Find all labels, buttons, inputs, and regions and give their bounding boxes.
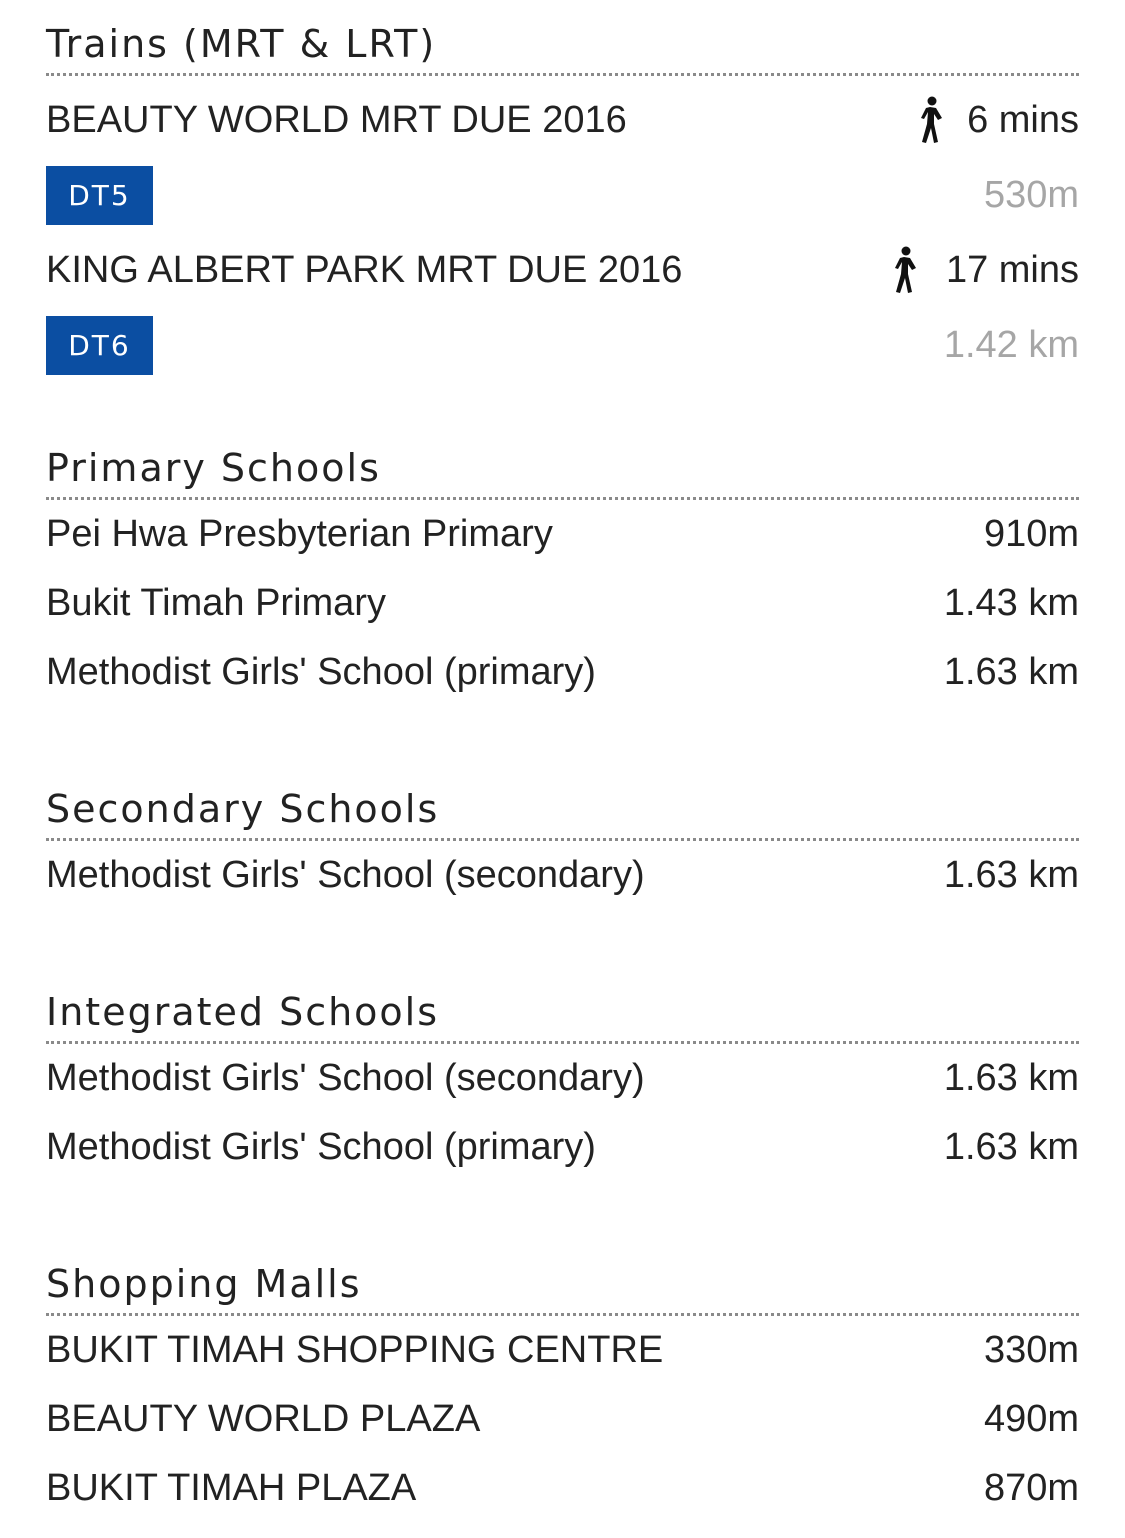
- mall-name: BEAUTY WORLD PLAZA: [46, 1398, 481, 1440]
- line-code-badge: DT5: [46, 166, 153, 225]
- walking-person-icon: [889, 246, 919, 294]
- school-name: Methodist Girls' School (primary): [46, 651, 596, 693]
- distance: 490m: [983, 1398, 1079, 1440]
- shopping-malls-header: Shopping Malls: [46, 1240, 1079, 1316]
- walk-time: 17 mins: [945, 248, 1079, 291]
- train-item[interactable]: [46, 76, 1079, 226]
- mall-name: BUKIT TIMAH PLAZA: [46, 1467, 417, 1509]
- secondary-schools-section: [46, 765, 1079, 910]
- walk-time: 6 mins: [967, 98, 1079, 141]
- distance: 1.63 km: [943, 651, 1079, 693]
- walking-person-icon: [915, 96, 945, 144]
- mall-name: BUKIT TIMAH SHOPPING CENTRE: [46, 1329, 664, 1371]
- integrated-schools-section: [46, 968, 1079, 1182]
- trains-header: Trains (MRT & LRT): [46, 0, 1079, 76]
- walk-info: [889, 246, 1079, 294]
- distance: 530m: [983, 173, 1079, 216]
- distance: 870m: [983, 1467, 1079, 1509]
- list-item[interactable]: [46, 500, 1079, 569]
- shopping-malls-section: [46, 1240, 1079, 1523]
- primary-schools-header: Primary Schools: [46, 424, 1079, 500]
- list-item[interactable]: [46, 841, 1079, 910]
- distance: 1.63 km: [943, 1057, 1079, 1099]
- school-name: Bukit Timah Primary: [46, 582, 386, 624]
- distance: 330m: [983, 1329, 1079, 1371]
- line-code-badge: DT6: [46, 316, 153, 375]
- school-name: Methodist Girls' School (secondary): [46, 854, 645, 896]
- integrated-schools-header: Integrated Schools: [46, 968, 1079, 1044]
- school-name: Pei Hwa Presbyterian Primary: [46, 513, 553, 555]
- train-station-name: KING ALBERT PARK MRT DUE 2016: [46, 248, 683, 291]
- distance: 1.43 km: [943, 582, 1079, 624]
- school-name: Methodist Girls' School (primary): [46, 1126, 596, 1168]
- nearby-amenities-page: [46, 0, 1079, 1523]
- train-station-name: BEAUTY WORLD MRT DUE 2016: [46, 98, 627, 141]
- walk-info: [915, 96, 1079, 144]
- trains-section: [46, 0, 1079, 376]
- list-item[interactable]: [46, 569, 1079, 638]
- distance: 1.63 km: [943, 1126, 1079, 1168]
- school-name: Methodist Girls' School (secondary): [46, 1057, 645, 1099]
- list-item[interactable]: [46, 1316, 1079, 1385]
- distance: 1.63 km: [943, 854, 1079, 896]
- list-item[interactable]: [46, 1113, 1079, 1182]
- secondary-schools-header: Secondary Schools: [46, 765, 1079, 841]
- list-item[interactable]: [46, 1044, 1079, 1113]
- list-item[interactable]: [46, 638, 1079, 707]
- list-item[interactable]: [46, 1385, 1079, 1454]
- primary-schools-section: [46, 424, 1079, 707]
- distance: 910m: [983, 513, 1079, 555]
- train-item[interactable]: [46, 226, 1079, 376]
- distance: 1.42 km: [943, 323, 1079, 366]
- list-item[interactable]: [46, 1454, 1079, 1523]
